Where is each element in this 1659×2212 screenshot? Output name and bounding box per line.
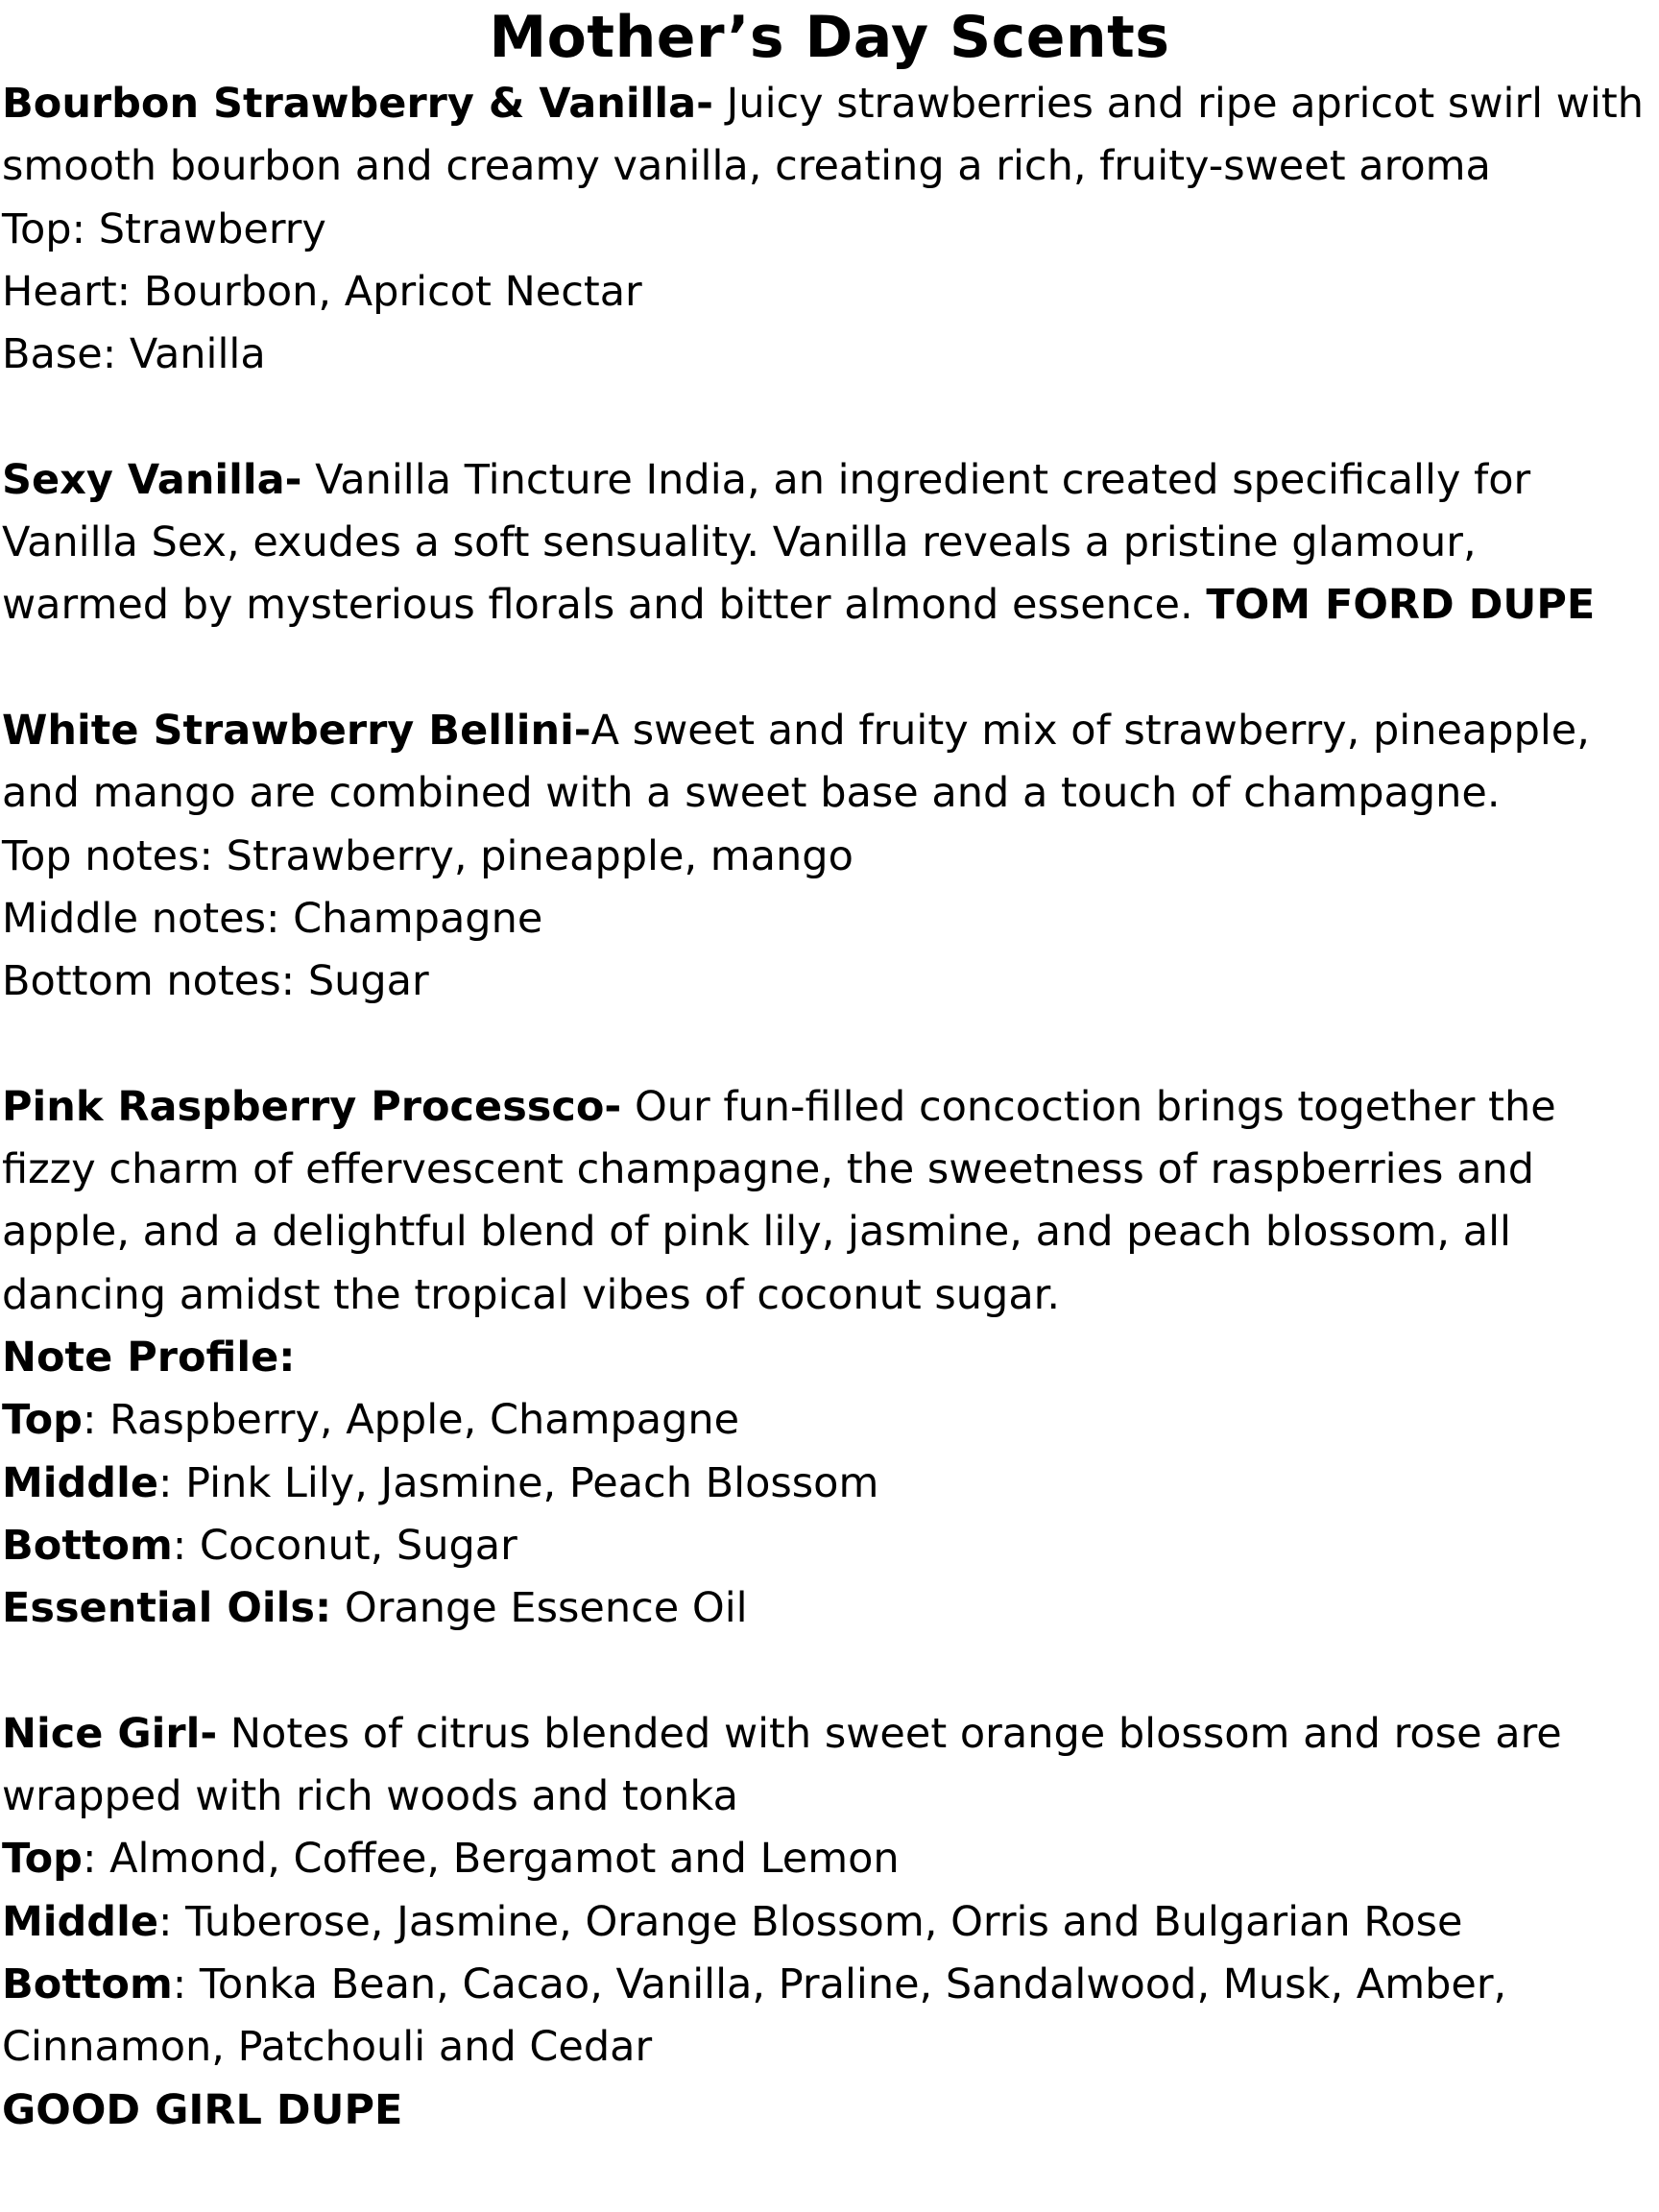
scent-intro-line xyxy=(2,73,1651,135)
top-notes xyxy=(2,1389,1651,1452)
scent-description: Our fun-filled concoction brings together the xyxy=(621,1082,1556,1131)
scent-description-line: apple, and a delightful blend of pink lily, jasmine, and peach blossom, all xyxy=(2,1208,1511,1257)
top-notes xyxy=(2,1828,1651,1890)
scent-description: warmed by mysterious florals and bitter almond essence. xyxy=(2,581,1207,630)
scent-intro-line xyxy=(2,449,1651,512)
scent-intro-line xyxy=(2,1703,1651,1766)
scent-description: A sweet and fruity mix of strawberry, pineapple, xyxy=(590,706,1590,755)
middle-notes xyxy=(2,1453,1651,1515)
note-profile-heading xyxy=(2,1327,1651,1389)
bottom-value: : Tonka Bean, Cacao, Vanilla, Praline, Sandalwood, Musk, Amber, xyxy=(172,1960,1507,2008)
essential-oils-value: Orange Essence Oil xyxy=(331,1584,748,1633)
top-label: Top xyxy=(2,1396,83,1445)
middle-value: : Tuberose, Jasmine, Orange Blossom, Orris and Bulgarian Rose xyxy=(158,1897,1463,1946)
bottom-notes xyxy=(2,1954,1651,2016)
dupe-label: GOOD GIRL DUPE xyxy=(2,2085,403,2134)
scent-nice-girl xyxy=(2,1703,1651,2142)
section-spacer xyxy=(2,386,1651,448)
middle-label: Middle xyxy=(2,1897,158,1946)
base-notes: Base: Vanilla xyxy=(2,330,266,379)
scent-bourbon-strawberry-vanilla xyxy=(2,73,1651,386)
middle-value: : Pink Lily, Jasmine, Peach Blossom xyxy=(158,1458,879,1507)
top-value: : Almond, Coffee, Bergamot and Lemon xyxy=(82,1835,900,1884)
scent-white-strawberry-bellini xyxy=(2,700,1651,1013)
scent-description-line: fizzy charm of effervescent champagne, the sweetness of raspberries and xyxy=(2,1145,1535,1194)
page-title: Mother’s Day Scents xyxy=(489,4,1170,71)
essential-oils xyxy=(2,1577,1651,1640)
scent-name: Nice Girl- xyxy=(2,1709,218,1758)
scent-sexy-vanilla xyxy=(2,449,1651,637)
scent-list xyxy=(0,73,1659,2142)
scent-name: Bourbon Strawberry & Vanilla- xyxy=(2,80,713,128)
top-notes: Top: Strawberry xyxy=(2,204,326,253)
middle-notes: Middle notes: Champagne xyxy=(2,894,543,943)
scent-pink-raspberry-processco xyxy=(2,1076,1651,1641)
heart-notes: Heart: Bourbon, Apricot Nectar xyxy=(2,267,642,316)
scent-description-line: smooth bourbon and creamy vanilla, creating a rich, fruity-sweet aroma xyxy=(2,142,1491,191)
dupe-line xyxy=(2,2080,1651,2142)
scent-intro-line xyxy=(2,1076,1651,1139)
scent-description-line xyxy=(2,574,1651,637)
top-label: Top xyxy=(2,1835,83,1884)
top-value: : Raspberry, Apple, Champagne xyxy=(82,1396,740,1445)
bottom-notes-continued: Cinnamon, Patchouli and Cedar xyxy=(2,2023,653,2072)
scent-intro-line xyxy=(2,700,1651,762)
scent-description: Vanilla Tincture India, an ingredient created specifically for xyxy=(301,455,1531,504)
scent-description-line: wrapped with rich woods and tonka xyxy=(2,1772,738,1821)
scent-name: White Strawberry Bellini- xyxy=(2,706,591,755)
bottom-label: Bottom xyxy=(2,1521,173,1570)
bottom-value: : Coconut, Sugar xyxy=(172,1521,517,1570)
section-spacer xyxy=(2,1013,1651,1075)
middle-label: Middle xyxy=(2,1458,158,1507)
essential-oils-label: Essential Oils: xyxy=(2,1584,332,1633)
bottom-notes: Bottom notes: Sugar xyxy=(2,957,429,1006)
middle-notes xyxy=(2,1891,1651,1954)
note-profile-label: Note Profile: xyxy=(2,1333,296,1382)
scent-description-line: Vanilla Sex, exudes a soft sensuality. Vanilla reveals a pristine glamour, xyxy=(2,518,1477,567)
section-spacer xyxy=(2,637,1651,700)
scent-name: Pink Raspberry Processco- xyxy=(2,1082,622,1131)
dupe-label: TOM FORD DUPE xyxy=(1206,581,1596,630)
scent-name: Sexy Vanilla- xyxy=(2,455,302,504)
bottom-notes xyxy=(2,1515,1651,1577)
scent-description: Notes of citrus blended with sweet orange blossom and rose are xyxy=(217,1709,1562,1758)
scent-description-line: dancing amidst the tropical vibes of coconut sugar. xyxy=(2,1270,1061,1319)
scent-description-line: and mango are combined with a sweet base and a touch of champagne. xyxy=(2,769,1501,818)
bottom-label: Bottom xyxy=(2,1960,173,2008)
scent-description: Juicy strawberries and ripe apricot swirl with xyxy=(712,80,1644,128)
section-spacer xyxy=(2,1640,1651,1702)
top-notes: Top notes: Strawberry, pineapple, mango xyxy=(2,831,854,880)
